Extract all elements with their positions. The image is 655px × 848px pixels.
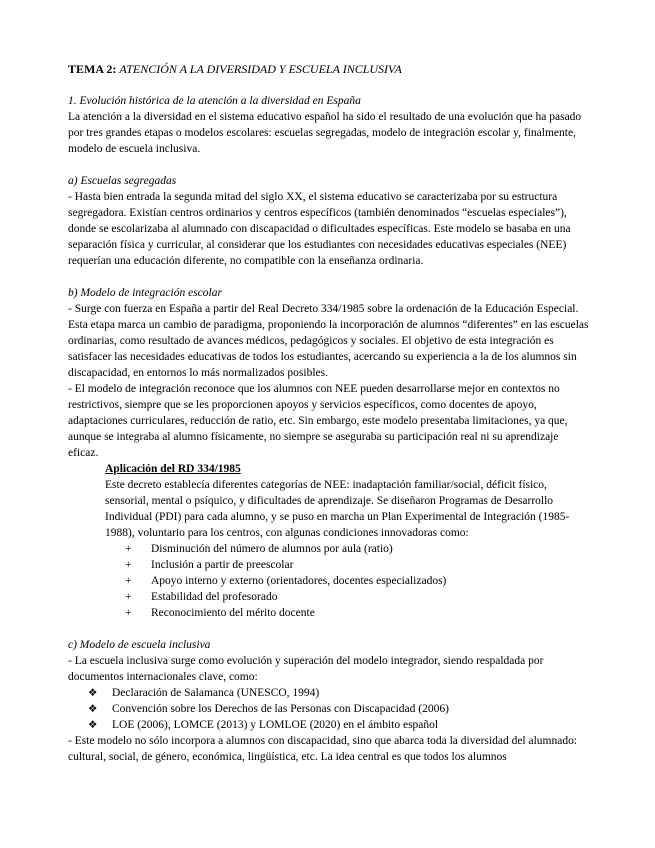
section-heading-b: b) Modelo de integración escolar: [68, 287, 222, 299]
list-item-text: Disminución del número de alumnos por aula (ratio): [151, 543, 393, 555]
plus-bullet-marker: +: [125, 591, 132, 603]
list-item-text: Apoyo interno y externo (orientadores, docentes especializados): [151, 575, 447, 587]
plus-bullet-marker: +: [125, 575, 132, 587]
diamond-bullet-marker: ❖: [88, 719, 98, 731]
plus-bullet-marker: +: [125, 559, 132, 571]
subsection-heading: Aplicación del RD 334/1985: [105, 463, 241, 475]
list-item: [68, 685, 589, 701]
section-heading-c: c) Modelo de escuela inclusiva: [68, 639, 211, 651]
plus-bullet-marker: +: [125, 543, 132, 555]
list-item-text: Convención sobre los Derechos de las Personas con Discapacidad (2006): [112, 703, 449, 715]
list-item-text: Estabilidad del profesorado: [151, 591, 278, 603]
list-item: [68, 701, 589, 717]
section-a-paragraph: - Hasta bien entrada la segunda mitad del siglo XX, el sistema educativo se caracterizaba por su estructura segregadora. Existían centros ordinarios y centros específicos (también denominados “escuelas especiales”), donde se escolarizaba al alumnado con discapacidad o dificultades específicas. Este modelo se basaba en una separación física y curricular, al considerar que los estudiantes con necesidades educativas especiales (NEE) requerían una educación diferente, no compatible con la enseñanza ordinaria.: [68, 191, 571, 267]
section-heading-1: 1. Evolución histórica de la atención a la diversidad en España: [68, 95, 361, 107]
section-b-paragraph-2: - El modelo de integración reconoce que los alumnos con NEE pueden desarrollarse mejor en contextos no restrictivos, siempre que se les proporcionen apoyos y servicios específicos, como docentes de apoyo, adaptaciones curriculares, reducción de ratio, etc. Sin embargo, este modelo presentaba limitaciones, ya que, aunque se integraba al alumno físicamente, no siempre se aseguraba su participación real ni su aprendizaje eficaz.: [68, 383, 568, 459]
list-item: [68, 717, 589, 733]
conditions-list: [105, 541, 589, 621]
title-text: ATENCIÓN A LA DIVERSIDAD Y ESCUELA INCLUSIVA: [119, 62, 402, 76]
list-item-text: Reconocimiento del mérito docente: [151, 607, 315, 619]
plus-bullet-marker: +: [125, 607, 132, 619]
section-b-paragraph-1: - Surge con fuerza en España a partir del Real Decreto 334/1985 sobre la ordenación de la Educación Especial. Esta etapa marca un cambio de paradigma, proponiendo la incorporación de alumnos “diferentes” en las escuelas ordinarias, como resultado de avances médicos, pedagógicos y sociales. El objetivo de esta integración es satisfacer las necesidades educativas de todos los estudiantes, acercando su experiencia a la de los alumnos sin discapacidad, en entornos lo más normalizados posibles.: [68, 303, 589, 379]
section-heading-a: a) Escuelas segregadas: [68, 175, 177, 187]
list-item: [105, 557, 589, 573]
section1-intro-paragraph: La atención a la diversidad en el sistema educativo español ha sido el resultado de una evolución que ha pasado por tres grandes etapas o modelos escolares: escuelas segregadas, modelo de integración escolar y, finalmente, modelo de escuela inclusiva.: [68, 111, 582, 155]
rd-334-1985-subsection: [105, 461, 589, 621]
subsection-paragraph: Este decreto establecía diferentes categorías de NEE: inadaptación familiar/social, déficit físico, sensorial, mental o psíquico, y dificultades de aprendizaje. Se diseñaron Programas de Desarrollo Individual (PDI) para cada alumno, y se puso en marcha un Plan Experimental de Integración (1985-1988), voluntario para los centros, con algunas condiciones innovadoras como:: [105, 479, 570, 539]
diamond-bullet-marker: ❖: [88, 687, 98, 699]
list-item: [105, 605, 589, 621]
section-c-paragraph-1: - La escuela inclusiva surge como evolución y superación del modelo integrador, siendo respaldada por documentos internacionales clave, como:: [68, 655, 544, 683]
documents-list: [68, 685, 589, 733]
title-label: TEMA 2:: [68, 62, 117, 76]
list-item: [105, 573, 589, 589]
list-item-text: LOE (2006), LOMCE (2013) y LOMLOE (2020) en el ámbito español: [112, 719, 439, 731]
diamond-bullet-marker: ❖: [88, 703, 98, 715]
document-title: [68, 61, 589, 77]
list-item-text: Declaración de Salamanca (UNESCO, 1994): [112, 687, 320, 699]
list-item: [105, 589, 589, 605]
section-c-paragraph-2: - Este modelo no sólo incorpora a alumnos con discapacidad, sino que abarca toda la diversidad del alumnado: cultural, social, de género, económica, lingüística, etc. La idea central es que todos los alumnos: [68, 735, 578, 763]
list-item-text: Inclusión a partir de preescolar: [151, 559, 294, 571]
list-item: [105, 541, 589, 557]
